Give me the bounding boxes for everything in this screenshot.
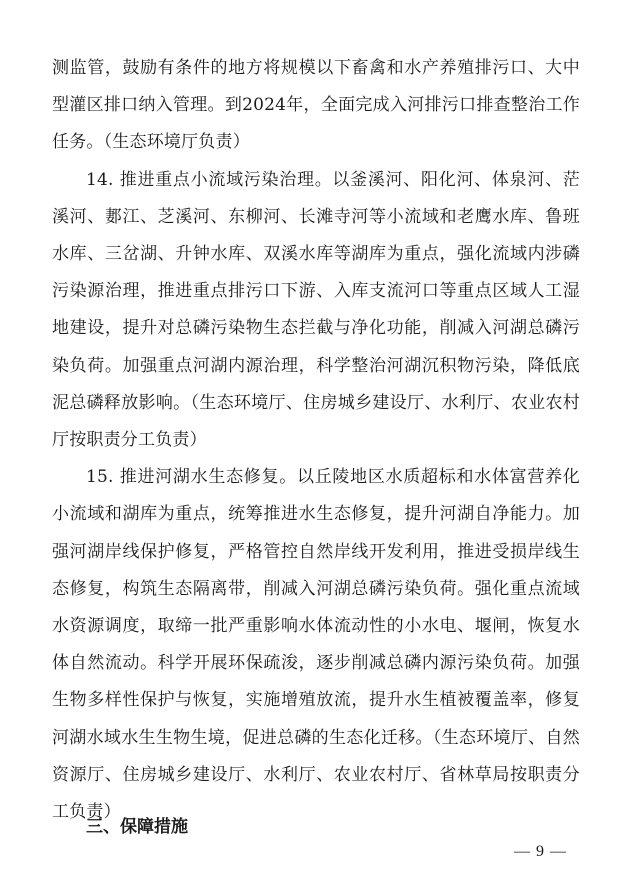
paragraph-14: 14. 推进重点小流域污染治理。以釜溪河、阳化河、体泉河、茫溪河、郪江、芝溪河、东柳河、长滩寺河等小流域和老鹰水库、鲁班水库、三岔湖、升钟水库、双溪水库等湖库为重点，强化流域内涉磷污染源治理，推进重点排污口下游、入库支流河口等重点区域人工湿地建设，提升对总磷污染物生态拦截与净化功能，削减入河湖总磷污染负荷。加强重点河湖内源治理，科学整治河湖沉积物污染，降低底泥总磷释放影响。（生态环境厅、住房城乡建设厅、水利厅、农业农村厅按职责分工负责）	[52, 169, 580, 451]
page-number: — 9 —	[514, 843, 567, 860]
document-body	[52, 50, 580, 831]
section-heading: 三、保障措施	[86, 817, 188, 837]
paragraph-15: 15. 推进河湖水生态修复。以丘陵地区水质超标和水体富营养化小流域和湖库为重点，统筹推进水生态修复，提升河湖自净能力。加强河湖岸线保护修复，严格管控自然岸线开发利用，推进受损岸线生态修复，构筑生态隔离带，削减入河湖总磷污染负荷。强化重点流域水资源调度，取缔一批严重影响水体流动性的小水电、堰闸，恢复水体自然流动。科学开展环保疏浚，逐步削减总磷内源污染负荷。加强生物多样性保护与恢复，实施增殖放流，提升水生植被覆盖率，修复河湖水域水生生物生境，促进总磷的生态化迁移。（生态环境厅、自然资源厅、住房城乡建设厅、水利厅、农业农村厅、省林草局按职责分工负责）	[52, 467, 580, 823]
paragraph-continued: 测监管，鼓励有条件的地方将规模以下畜禽和水产养殖排污口、大中型灌区排口纳入管理。到2024年，全面完成入河排污口排查整治工作任务。（生态环境厅负责）	[52, 58, 580, 153]
